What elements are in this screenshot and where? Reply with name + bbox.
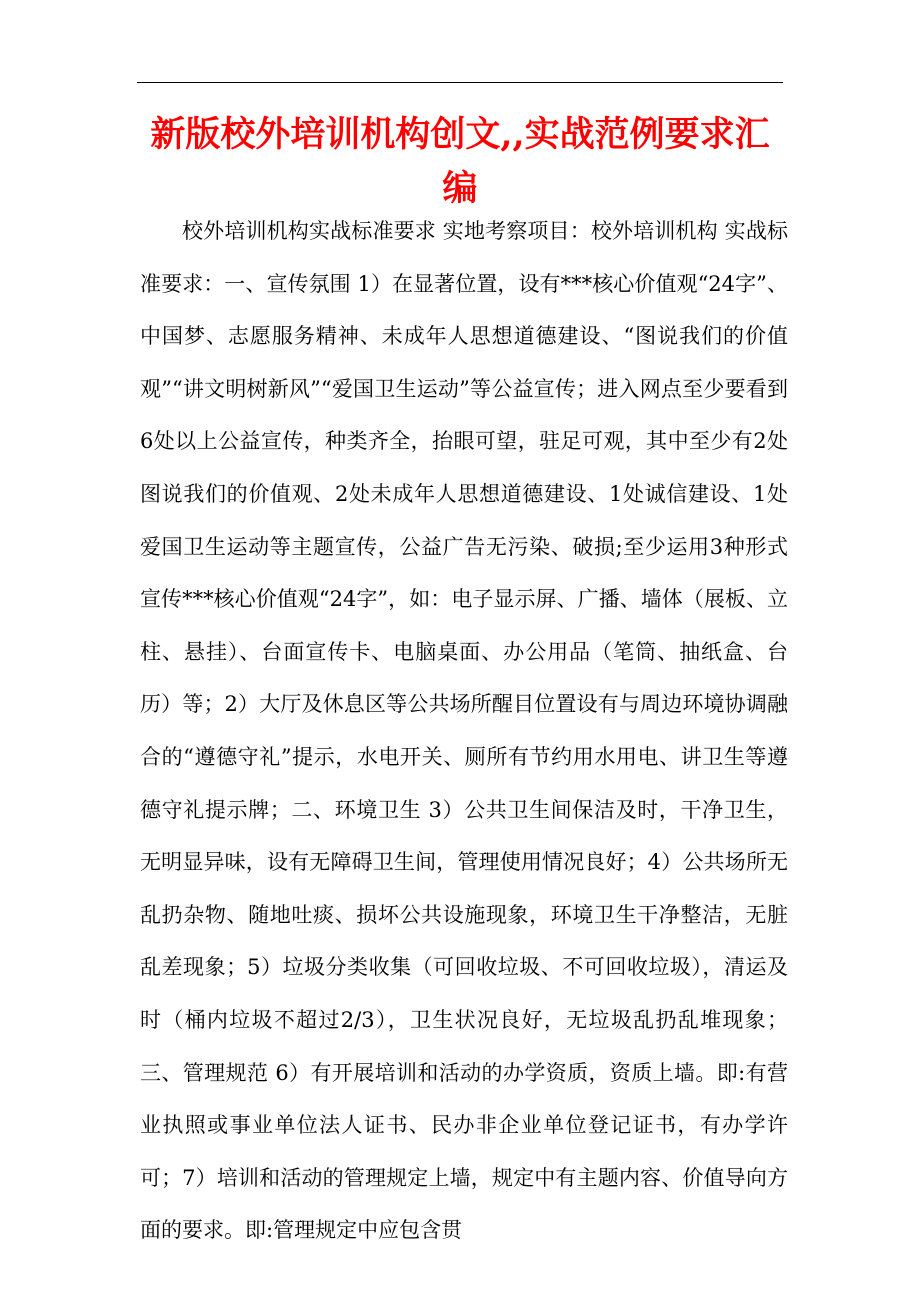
document-body: 校外培训机构实战标准要求 实地考察项目：校外培训机构 实战标准要求：一、宣传氛围 1）在显著位置，设有***核心价值观“24字”、中国梦、志愿服务精神、未成年人思想道德建设、“图说我们的价值观”“讲文明树新风”“爱国卫生运动”等公益宣传；进入网点至少要看到6处以上公益宣传，种类齐全，抬眼可望，驻足可观，其中至少有2处图说我们的价值观、2处未成年人思想道德建设、1处诚信建设、1处爱国卫生运动等主题宣传，公益广告无污染、破损;至少运用3种形式宣传***核心价值观“24字”，如：电子显示屏、广播、墙体（展板、立柱、悬挂）、台面宣传卡、电脑桌面、办公用品（笔筒、抽纸盒、台历）等；2）大厅及休息区等公共场所醒目位置设有与周边环境协调融合的“遵德守礼”提示，水电开关、厕所有节约用水用电、讲卫生等遵德守礼提示牌；二、环境卫生 3）公共卫生间保洁及时，干净卫生，无明显异味，设有无障碍卫生间，管理使用情况良好；4）公共场所无乱扔杂物、随地吐痰、损坏公共设施现象，环境卫生干净整洁，无脏乱差现象；5）垃圾分类收集（可回收垃圾、不可回收垃圾），清运及时（桶内垃圾不超过2/3），卫生状况良好，无垃圾乱扔乱堆现象；三、管理规范 6）有开展培训和活动的办学资质，资质上墙。即:有营业执照或事业单位法人证书、民办非企业单位登记证书，有办学许可；7）培训和活动的管理规定上墙，规定中有主题内容、价值导向方面的要求。即:管理规定中应包含贯 [140,219,788,1243]
header-rule [137,82,783,83]
document-title: 新版校外培训机构创文,,实战范例要求汇编 [150,114,770,209]
